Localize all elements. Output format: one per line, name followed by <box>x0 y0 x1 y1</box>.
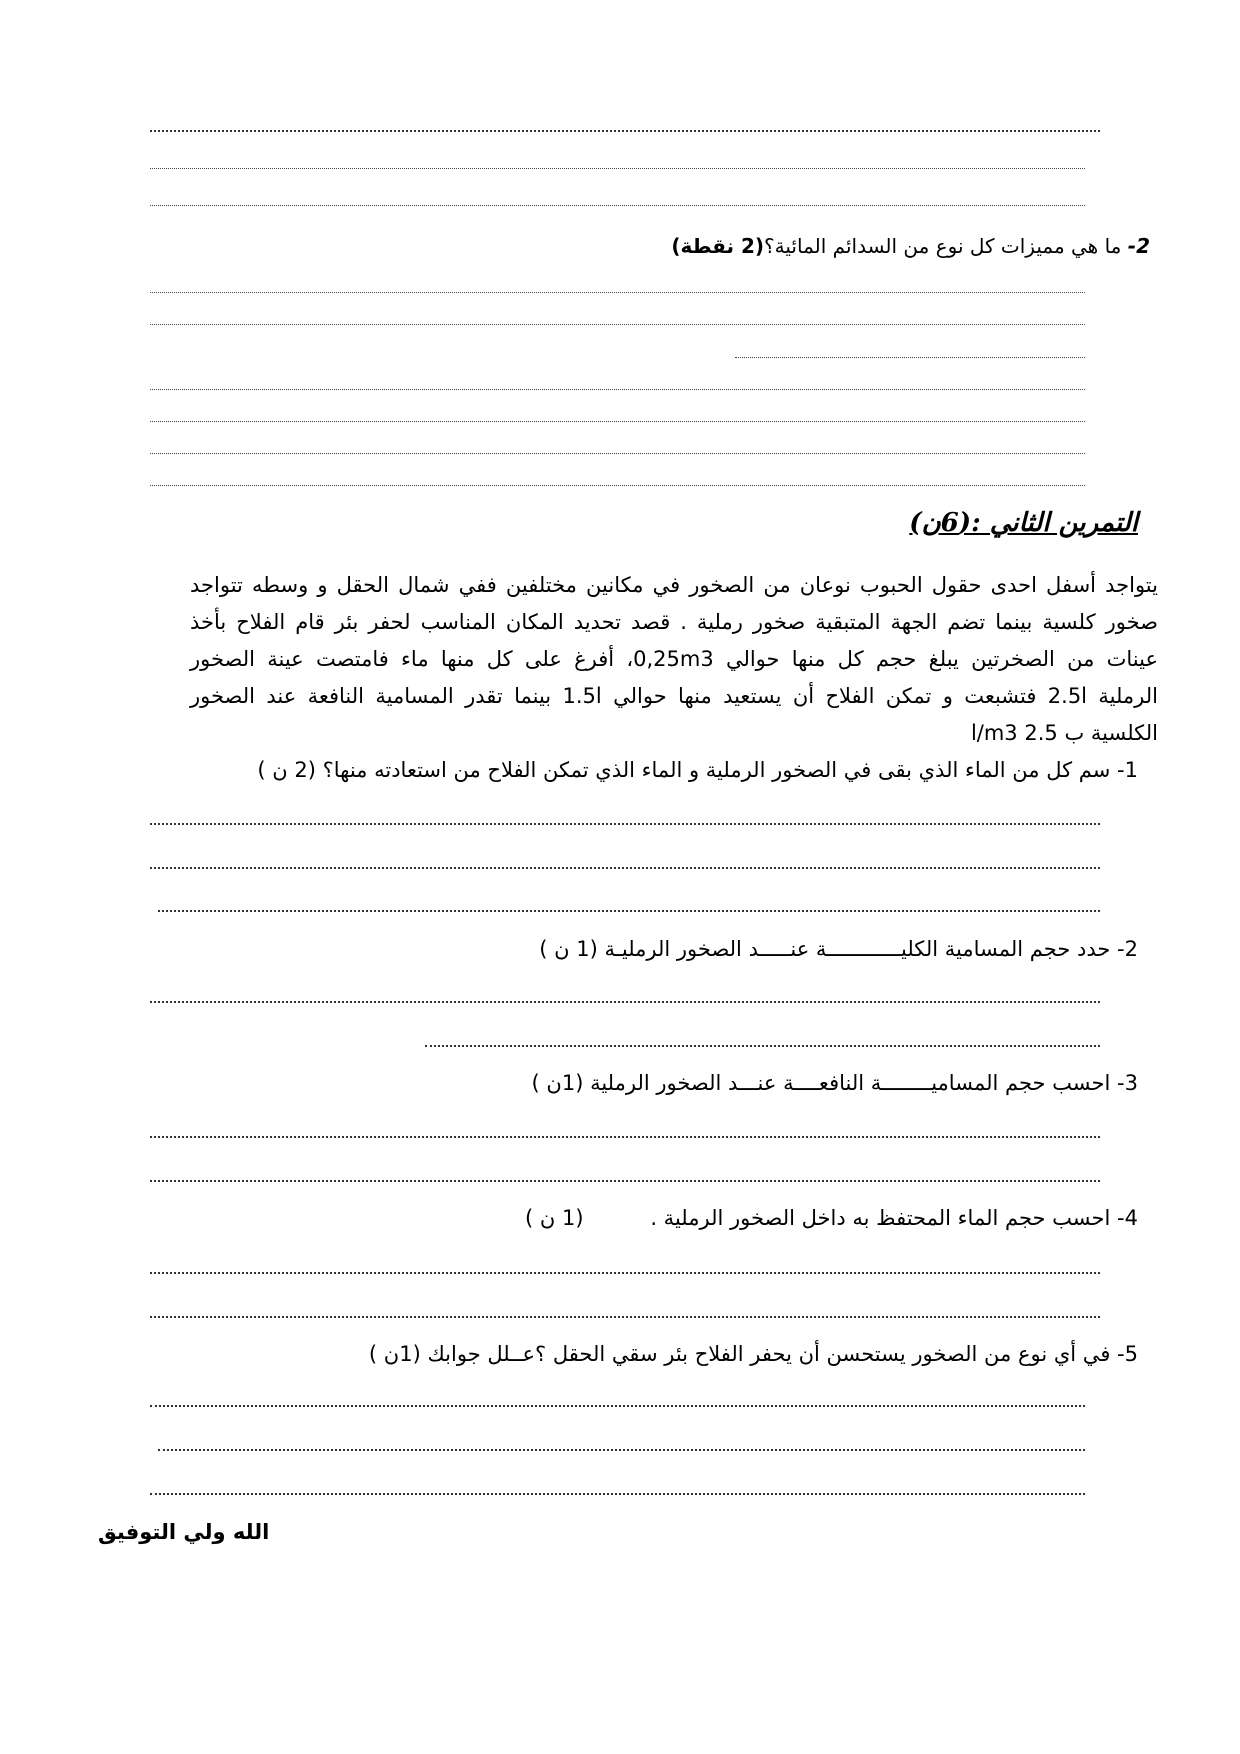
answer-line[interactable] <box>150 1136 1100 1138</box>
question-2-points: (2 نقطة) <box>671 234 765 258</box>
answer-line[interactable] <box>150 1493 1085 1495</box>
sub-question-number: 3- <box>1117 1071 1138 1095</box>
answer-line[interactable] <box>150 421 1085 422</box>
question-2-number: 2- <box>1127 234 1150 258</box>
answer-line[interactable] <box>150 1001 1100 1003</box>
sub-question-number: 1- <box>1117 758 1138 782</box>
sub-question-text: حدد حجم المسامية الكليــــــــــــة عنـــــد الصخور الرمليـة (1 ن ) <box>539 937 1111 961</box>
sub-question-text: في أي نوع من الصخور يستحسن أن يحفر الفلاح بئر سقي الحقل ؟عــلل جوابك (1ن ) <box>368 1342 1111 1366</box>
sub-question-5 <box>369 1344 1138 1365</box>
answer-line[interactable] <box>150 485 1085 486</box>
question-2-text: ما هي مميزات كل نوع من السدائم المائية؟ <box>764 234 1122 258</box>
answer-line[interactable] <box>150 1405 1085 1407</box>
intro-line: صخور كلسية بينما تضم الجهة المتبقية صخور رملية . قصد تحديد المكان المناسب لحفر بئر قام الفلاح بأخذ <box>190 610 1158 634</box>
exercise-title: التمرين الثاني :(6ن) <box>909 508 1138 538</box>
sub-question-1 <box>257 760 1138 781</box>
answer-line[interactable] <box>150 324 1085 325</box>
exercise-intro <box>190 567 1158 752</box>
answer-line[interactable] <box>150 1316 1100 1318</box>
sub-question-2 <box>539 939 1138 960</box>
sub-question-4 <box>525 1208 1138 1229</box>
sub-question-text: احسب حجم المساميــــــــة النافعــــة عنـــد الصخور الرملية (1ن ) <box>531 1071 1111 1095</box>
closing-text: الله ولي التوفيق <box>98 1520 270 1544</box>
answer-line[interactable] <box>425 1045 1100 1047</box>
intro-line: الكلسية ب 2.5 l/m3 <box>970 721 1158 745</box>
sub-question-number: 5- <box>1117 1342 1138 1366</box>
intro-line: يتواجد أسفل احدى حقول الحبوب نوعان من الصخور في مكانين مختلفين ففي شمال الحقل و وسطه تتواجد <box>190 573 1158 597</box>
intro-line: عينات من الصخرتين يبلغ حجم كل منها حوالي 0,25m3، أفرغ على كل منها ماء فامتصت عينة الصخور <box>190 647 1158 671</box>
answer-line[interactable] <box>150 453 1085 454</box>
answer-line[interactable] <box>150 292 1085 293</box>
answer-line[interactable] <box>150 389 1085 390</box>
sub-question-3 <box>532 1073 1138 1094</box>
answer-line[interactable] <box>150 867 1100 869</box>
answer-line[interactable] <box>158 910 1100 912</box>
answer-line[interactable] <box>150 130 1100 132</box>
answer-line[interactable] <box>158 1449 1085 1451</box>
sub-question-text: احسب حجم الماء المحتفظ به داخل الصخور الرملية . (1 ن ) <box>525 1206 1111 1230</box>
answer-line[interactable] <box>150 1272 1100 1274</box>
question-2 <box>671 236 1150 256</box>
answer-line[interactable] <box>735 357 1085 358</box>
answer-line[interactable] <box>150 823 1100 825</box>
sub-question-number: 4- <box>1117 1206 1138 1230</box>
sub-question-number: 2- <box>1117 937 1138 961</box>
answer-line[interactable] <box>150 1180 1100 1182</box>
sub-question-text: سم كل من الماء الذي بقى في الصخور الرملية و الماء الذي تمكن الفلاح من استعادته منها؟ (2 ن ) <box>257 758 1111 782</box>
answer-line[interactable] <box>150 205 1085 206</box>
answer-line[interactable] <box>150 168 1085 169</box>
intro-line: الرملية 2.5l فتشبعت و تمكن الفلاح أن يستعيد منها حوالي 1.5l بينما تقدر المسامية النافعة عند الصخور <box>190 684 1158 708</box>
